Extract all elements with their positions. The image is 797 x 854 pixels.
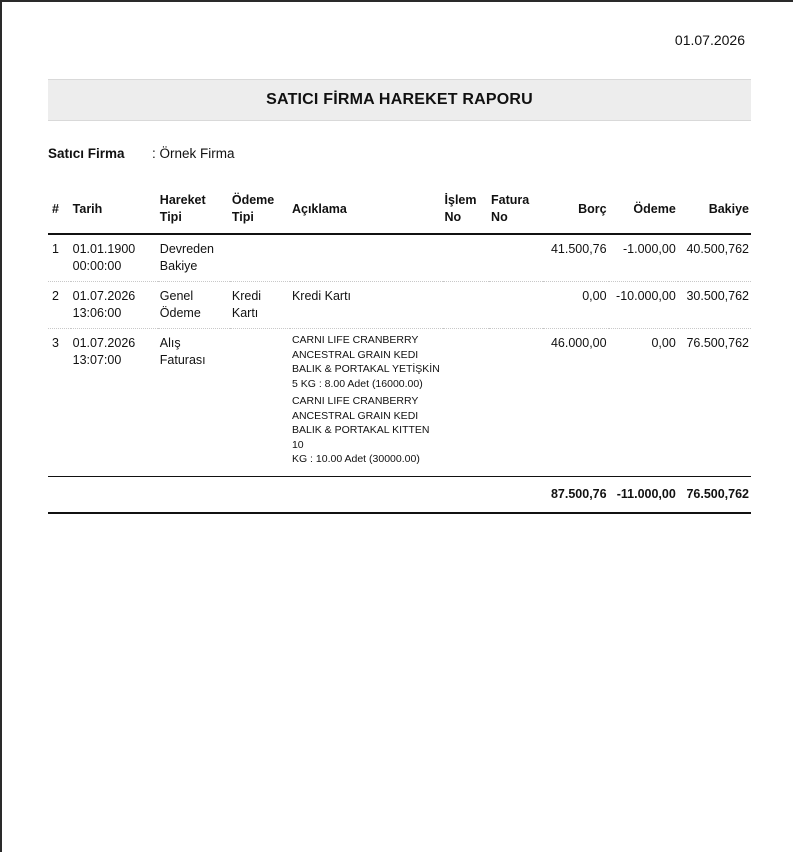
row-balance: 76.500,762	[686, 336, 749, 350]
row-debit: 41.500,76	[550, 242, 607, 256]
movements-table	[48, 188, 751, 514]
totals-row	[48, 476, 751, 513]
row-date: 01.07.2026 13:07:00	[72, 336, 136, 367]
report-title-bar	[48, 79, 751, 121]
table-row	[48, 329, 751, 477]
col-debit: Borç	[543, 188, 608, 234]
total-debit: 87.500,76	[543, 476, 608, 513]
row-index: 1	[52, 242, 59, 256]
col-balance: Bakiye	[678, 188, 751, 234]
col-description: Açıklama	[290, 188, 443, 234]
row-movement-type: Devreden Bakiye	[159, 242, 214, 273]
row-description	[290, 234, 443, 282]
col-movement-type: Hareket Tipi	[158, 188, 230, 234]
table-header	[48, 188, 751, 234]
row-date: 01.07.2026 13:06:00	[72, 289, 136, 320]
col-index: #	[48, 188, 71, 234]
row-payment-type: Kredi Kartı	[231, 289, 262, 320]
report-title: SATICI FİRMA HAREKET RAPORU	[266, 91, 533, 108]
table-body	[48, 234, 751, 476]
col-transaction-no: İşlem No	[443, 188, 490, 234]
description-item: CARNI LIFE CRANBERRY ANCESTRAL GRAIN KEDI BALIK & PORTAKAL KITTEN 10 KG : 10.00 Adet (30000.00)	[291, 395, 430, 465]
row-invoice-no	[489, 234, 543, 282]
vendor-value: : Örnek Firma	[152, 146, 235, 161]
row-description	[290, 329, 443, 477]
row-payment-type	[230, 329, 290, 477]
row-invoice-no	[489, 282, 543, 329]
row-date: 01.01.1900 00:00:00	[72, 242, 136, 273]
movements-table-wrap	[48, 188, 751, 514]
col-payment-type: Ödeme Tipi	[230, 188, 290, 234]
vendor-info	[48, 146, 235, 161]
row-balance: 40.500,762	[686, 242, 749, 256]
table-totals	[48, 476, 751, 513]
report-date: 01.07.2026	[674, 32, 745, 48]
vendor-label: Satıcı Firma	[48, 146, 125, 161]
row-movement-type: Alış Faturası	[159, 336, 206, 367]
table-row	[48, 234, 751, 282]
row-description: Kredi Kartı	[291, 289, 352, 303]
row-transaction-no	[443, 329, 490, 477]
col-payment: Ödeme	[609, 188, 678, 234]
col-date: Tarih	[71, 188, 158, 234]
description-item: CARNI LIFE CRANBERRY ANCESTRAL GRAIN KEDI BALIK & PORTAKAL YETİŞKİN 5 KG : 8.00 Adet (16000.00)	[291, 334, 440, 390]
total-balance: 76.500,762	[678, 476, 751, 513]
row-payment: -10.000,00	[616, 289, 676, 303]
row-index: 3	[52, 336, 59, 350]
row-debit: 46.000,00	[550, 336, 607, 350]
table-row	[48, 282, 751, 329]
row-invoice-no	[489, 329, 543, 477]
col-invoice-no: Fatura No	[489, 188, 543, 234]
row-debit: 0,00	[582, 289, 607, 303]
row-index: 2	[52, 289, 59, 303]
row-payment-type	[230, 234, 290, 282]
row-transaction-no	[443, 234, 490, 282]
total-payment: -11.000,00	[609, 476, 678, 513]
row-movement-type: Genel Ödeme	[159, 289, 201, 320]
row-payment: 0,00	[651, 336, 676, 350]
row-payment: -1.000,00	[622, 242, 676, 256]
row-transaction-no	[443, 282, 490, 329]
row-balance: 30.500,762	[686, 289, 749, 303]
